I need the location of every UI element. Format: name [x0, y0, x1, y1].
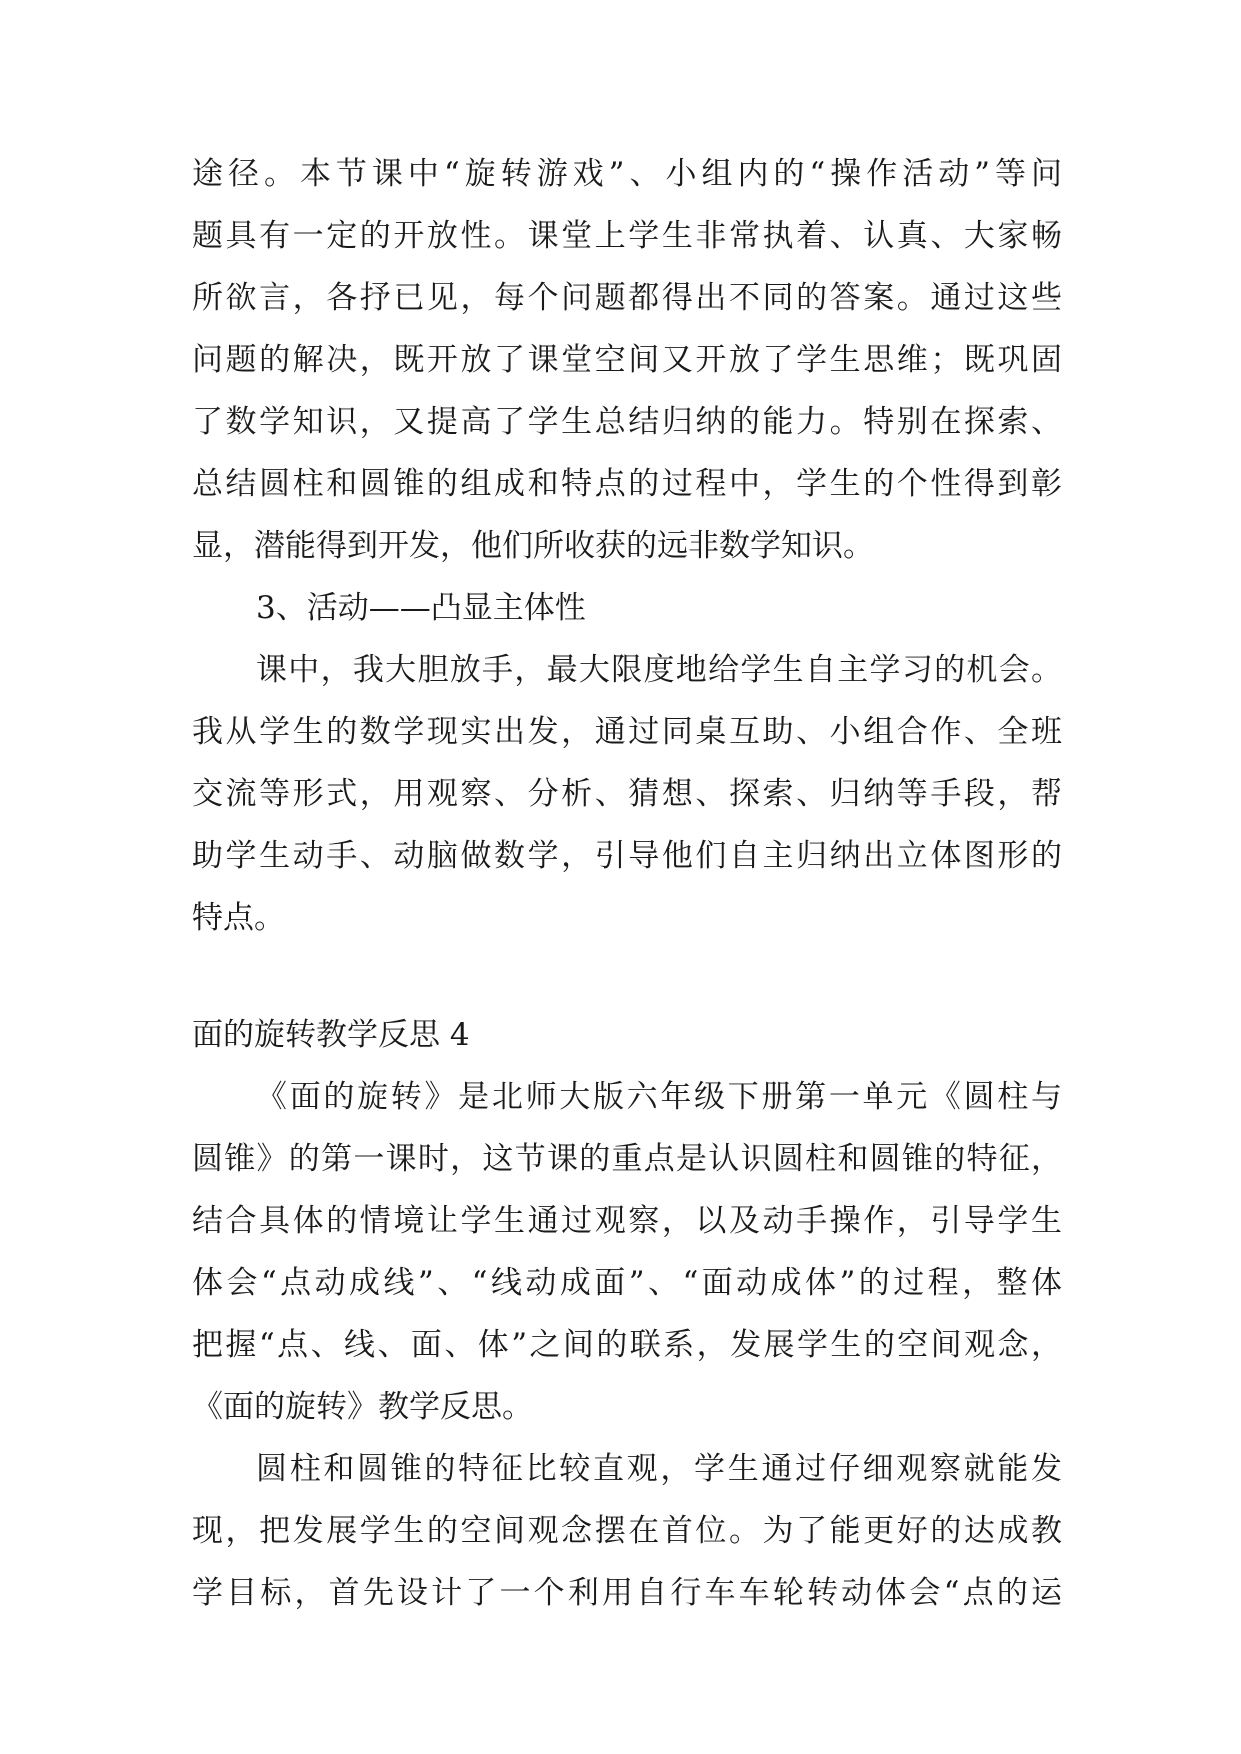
- section-heading: 面的旋转教学反思 4: [192, 1017, 470, 1053]
- paragraph-line: 圆柱和圆锥的特征比较直观，学生通过仔细观察就能发: [256, 1451, 1062, 1487]
- paragraph-line: 了数学知识，又提高了学生总结归纳的能力。特别在探索、: [192, 404, 1062, 440]
- paragraph-line: 总结圆柱和圆锥的组成和特点的过程中，学生的个性得到彰: [192, 466, 1062, 502]
- paragraph-line: 把握“点、线、面、体”之间的联系，发展学生的空间观念，: [192, 1327, 1062, 1363]
- paragraph-line: 学目标，首先设计了一个利用自行车车轮转动体会“点的运: [192, 1575, 1062, 1611]
- paragraph-line: 结合具体的情境让学生通过观察，以及动手操作，引导学生: [192, 1203, 1062, 1239]
- paragraph-line: 圆锥》的第一课时，这节课的重点是认识圆柱和圆锥的特征，: [192, 1141, 1062, 1177]
- paragraph-line: 《面的旋转》教学反思。: [192, 1389, 533, 1425]
- paragraph-line: 课中，我大胆放手，最大限度地给学生自主学习的机会。: [256, 652, 1062, 688]
- paragraph-line: 特点。: [192, 900, 285, 936]
- paragraph-line: 显，潜能得到开发，他们所收获的远非数学知识。: [192, 528, 874, 564]
- paragraph-line: 现，把发展学生的空间观念摆在首位。为了能更好的达成教: [192, 1513, 1062, 1549]
- paragraph-line: 问题的解决，既开放了课堂空间又开放了学生思维；既巩固: [192, 342, 1062, 378]
- paragraph-line: 《面的旋转》是北师大版六年级下册第一单元《圆柱与: [256, 1079, 1062, 1115]
- paragraph-line: 助学生动手、动脑做数学，引导他们自主归纳出立体图形的: [192, 838, 1062, 874]
- paragraph-line: 交流等形式，用观察、分析、猜想、探索、归纳等手段，帮: [192, 776, 1062, 812]
- paragraph-line: 途径。本节课中“旋转游戏”、小组内的“操作活动”等问: [192, 156, 1062, 192]
- paragraph-line: 我从学生的数学现实出发，通过同桌互助、小组合作、全班: [192, 714, 1062, 750]
- paragraph-line: 所欲言，各抒已见，每个问题都得出不同的答案。通过这些: [192, 280, 1062, 316]
- paragraph-line: 体会“点动成线”、“线动成面”、“面动成体”的过程，整体: [192, 1265, 1062, 1301]
- subheading: 3、活动——凸显主体性: [256, 590, 586, 626]
- paragraph-line: 题具有一定的开放性。课堂上学生非常执着、认真、大家畅: [192, 218, 1062, 254]
